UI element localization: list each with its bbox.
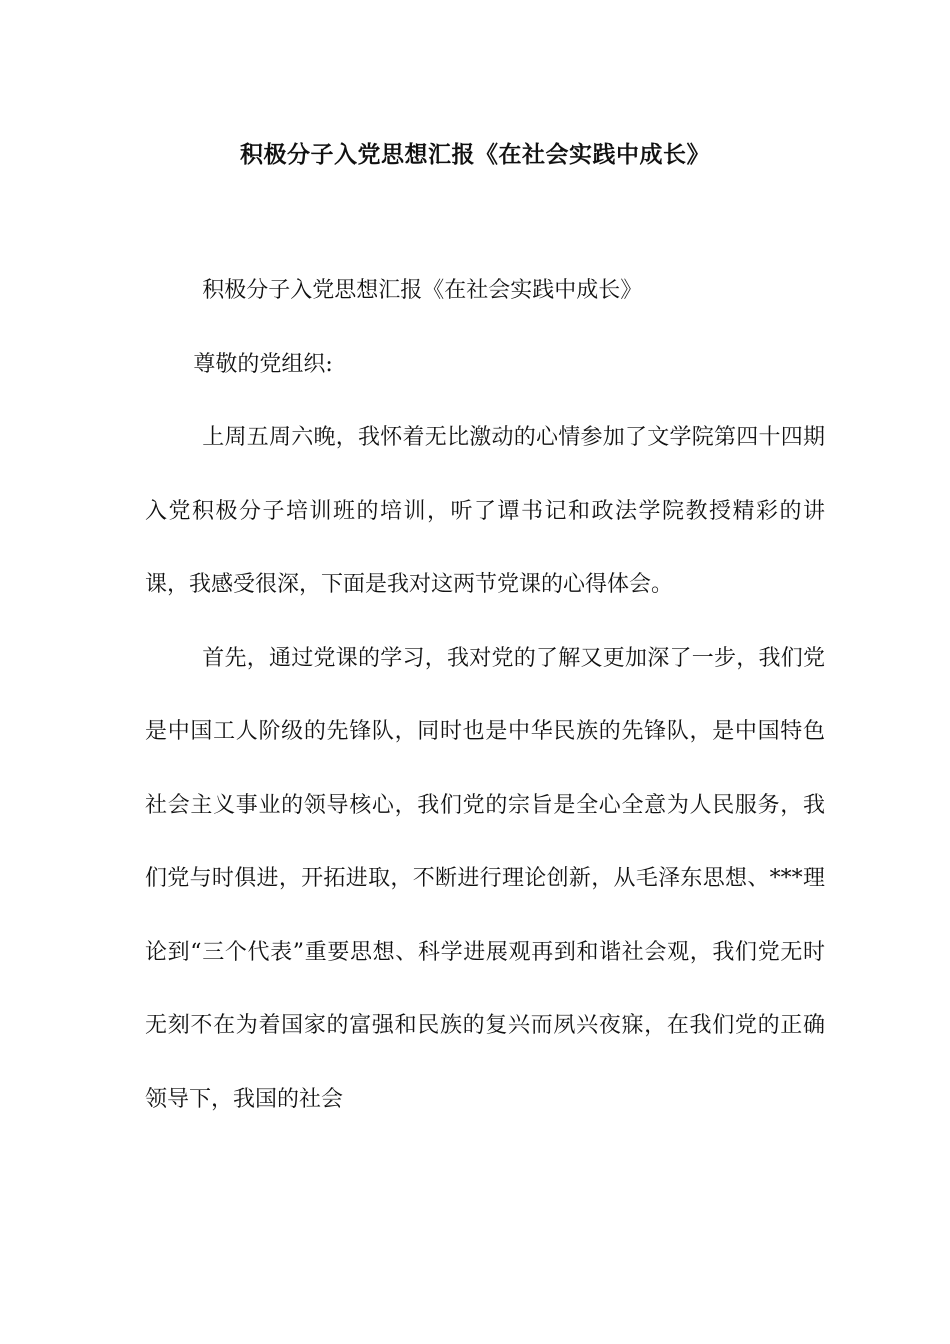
document-body [145,254,825,1136]
paragraph-2: 首先，通过党课的学习，我对党的了解又更加深了一步，我们党是中国工人阶级的先锋队，同时也是中华民族的先锋队，是中国特色社会主义事业的领导核心，我们党的宗旨是全心全意为人民服务，我们党与时俱进，开拓进取，不断进行理论创新，从毛泽东思想、***理论到“三个代表”重要思想、科学进展观再到和谐社会观，我们党无时无刻不在为着国家的富强和民族的复兴而夙兴夜寐，在我们党的正确领导下，我国的社会 [145,645,825,1112]
paragraph-1: 上周五周六晚，我怀着无比激动的心情参加了文学院第四十四期入党积极分子培训班的培训，听了谭书记和政法学院教授精彩的讲课，我感受很深，下面是我对这两节党课的心得体会。 [145,425,825,597]
greeting-line: 尊敬的党组织: [193,351,333,377]
document-subtitle: 积极分子入党思想汇报《在社会实践中成长》 [202,278,643,303]
document-title: 积极分子入党思想汇报《在社会实践中成长》 [240,141,710,168]
